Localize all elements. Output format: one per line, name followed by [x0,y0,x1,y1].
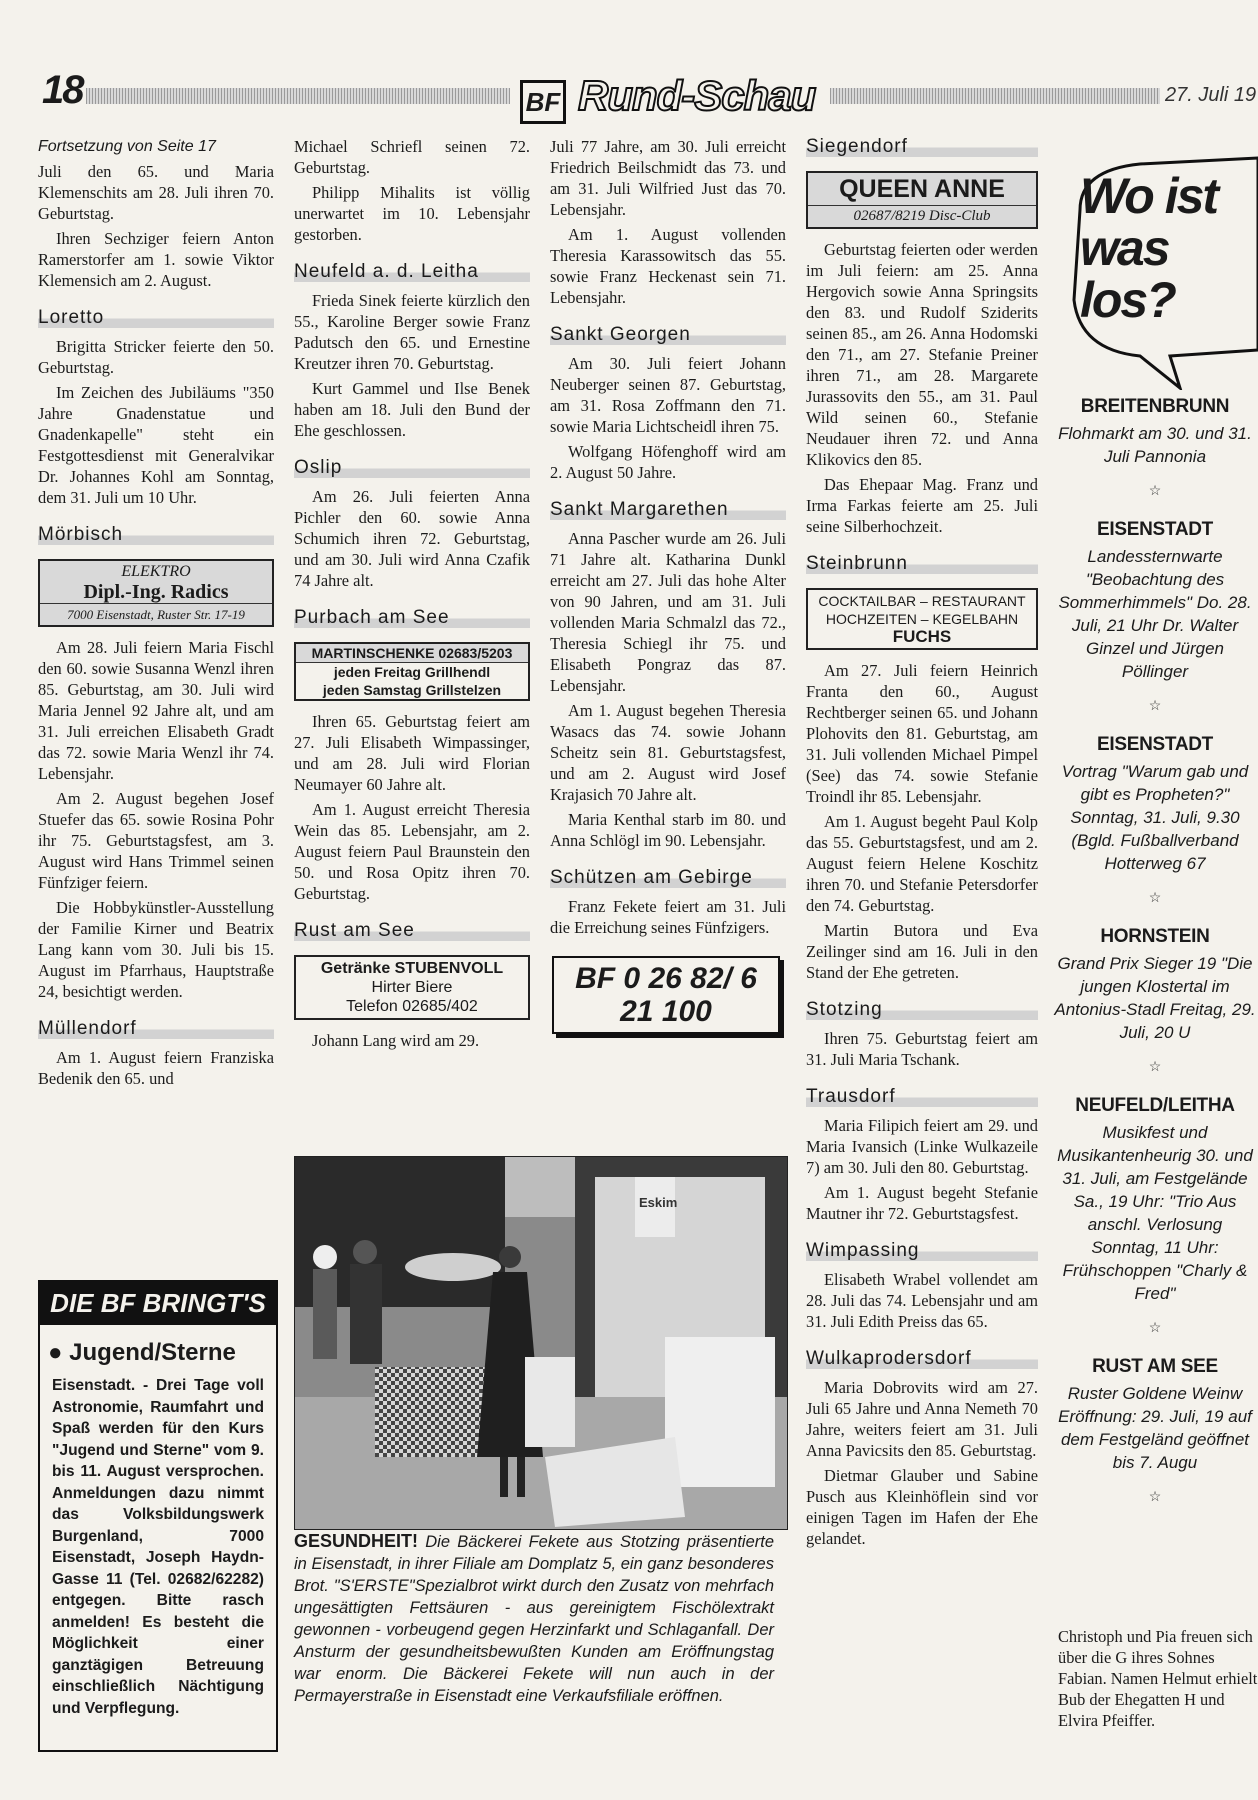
column-3 [550,136,786,1034]
ad-stubenvoll [294,955,530,1020]
ad-line: MARTINSCHENKE 02683/5203 [296,644,528,663]
bf-phone-number: BF 0 26 82/ 6 21 100 [575,962,757,1028]
events-headline: Wo ist was los? [1080,168,1218,328]
event-place: RUST AM SEE [1092,1356,1218,1377]
paragraph: Am 1. August erreicht Theresia Wein das 85. Lebensjahr, am 2. August feiern Paul Braunstein den 50. und Rosa Opitz ihren 70. Geburtstag. [294,800,530,903]
column-1 [38,136,274,1093]
star-icon: ☆ [1148,1488,1162,1504]
paragraph: Im Zeichen des Jubiläums "350 Jahre Gnadenstatue und Gnadenkapelle" steht ein Festgottesdienst mit Generalvikar Dr. Johannes Kohl am Sonntag, dem 31. Juli um 10 Uhr. [38,383,274,507]
bringts-title [40,1325,276,1371]
paragraph: Maria Kenthal starb im 80. und Anna Schlögl im 90. Lebensjahr. [550,810,786,850]
column-4 [806,136,1038,1553]
place-heading-rust: Rust am See [294,920,530,941]
event-text: Flohmarkt am 30. und 31. Juli Pannonia [1058,424,1252,466]
paragraph: Philipp Mihalits ist völlig unerwartet im 10. Lebensjahr gestorben. [294,183,530,244]
paragraph: Am 30. Juli feiert Johann Neuberger seinen 87. Geburtstag, am 31. Rosa Zoffmann den 71. sowie Maria Lichtscheidl ihren 75. [550,354,786,436]
paragraph: Am 26. Juli feierten Anna Pichler den 60. sowie Anna Schumich ihren 72. Geburtstag, und am 30. Juli wird Anna Czafik 74 Jahre alt. [294,487,530,590]
ad-fuchs [806,588,1038,650]
paragraph: Am 28. Juli feiern Maria Fischl den 60. sowie Susanna Wenzl ihren 85. Geburtstag, am 30. Juli wird Maria Jennel 92 Jahre alt, und am 31. Juli erreichen Elisabeth Gradt das 72. sowie Maria Wenzl ihr 74. Lebensjahr. [38,638,274,783]
paragraph: Das Ehepaar Mag. Franz und Irma Farkas feierte am 25. Juli seine Silberhochzeit. [806,475,1038,536]
event-item [1052,1095,1258,1305]
events-list [1052,396,1258,1525]
paragraph: Brigitta Stricker feierte den 50. Geburtstag. [38,337,274,377]
place-heading-wulkaprodersdorf: Wulkaprodersdorf [806,1348,1038,1369]
bringts-body: Eisenstadt. - Drei Tage voll Astronomie, Raumfahrt und Spaß werden für den Kurs "Jugend und Sterne" vom 9. bis 11. August versprochen. Anmeldungen dazu nimmt das Volksbildungswerk Burgenland, 7000 Eisenstadt, Joseph Haydn-Gasse 11 (Tel. 02682/62282) entgegen. Bitte rasch anmelden! Es besteht die Möglichkeit einer ganztägigen Betreuung einschließlich Nächtigung und Verpflegung. [52,1377,264,1717]
paragraph: Dietmar Glauber und Sabine Pusch aus Kleinhöflein sind vor einigen Tagen im Hafen der Ehe gelandet. [806,1466,1038,1548]
star-icon: ☆ [1148,482,1162,498]
paragraph: Am 1. August begehen Theresia Wasacs das 74. sowie Johann Scheitz sein 81. Geburtstagsfest, und am 2. August wird Josef Krajasich 70 Jahre alt. [550,701,786,804]
ad-line: HOCHZEITEN – KEGELBAHN [825,611,1019,627]
paragraph: Ihren 65. Geburtstag feiert am 27. Juli Elisabeth Wimpassinger, und am 28. Juli wird Florian Neumayer 60 Jahre alt. [294,712,530,794]
event-text: Landessternwarte "Beobachtung des Sommerhimmels" Do. 28. Juli, 21 Uhr Dr. Walter Ginzel und Jürgen Pöllinger [1058,547,1252,681]
event-item [1052,734,1258,875]
paragraph: Franz Fekete feiert am 31. Juli die Erreichung seines Fünfzigers. [550,897,786,937]
paragraph: Martin Butora und Eva Zeilinger sind am 16. Juli in den Stand der Ehe getreten. [806,921,1038,982]
event-place: BREITENBRUNN [1080,396,1230,417]
event-place: HORNSTEIN [1100,926,1210,947]
event-text: Vortrag "Warum gab und gibt es Propheten?" Sonntag, 31. Juli, 9.30 (Bgld. Fußballverband Hotterweg 67 [1061,762,1249,873]
ad-line: Getränke STUBENVOLL [320,960,504,977]
paragraph: Michael Schriefl seinen 72. Geburtstag. [294,137,530,177]
paragraph: Anna Pascher wurde am 26. Juli 71 Jahre alt. Katharina Dunkl erreicht am 27. Juli das hohe Alter von 90 Jahren, und am 31. Juli vollenden Maria Schmalzl das 72., Theresia Schiegl ihr 75. und Elisabeth Pongraz das 87. Lebensjahr. [550,529,786,695]
event-item [1052,926,1258,1044]
paragraph: Wolfgang Höfenghoff wird am 2. August 50 Jahre. [550,442,786,482]
ad-line: 7000 Eisenstadt, Ruster Str. 17-19 [40,603,272,625]
paragraph: Frieda Sinek feierte kürzlich den 55., Karoline Berger sowie Franz Padutsch den 65. und Ernestine Kreutzer ihren 70. Geburtstag. [294,291,530,373]
ad-line: Telefon 02685/402 [346,998,478,1015]
ad-line: jeden Samstag Grillstelzen [322,682,502,698]
event-text: Grand Prix Sieger 19 "Die jungen Klostertal im Antonius-Stadl Freitag, 29. Juli, 20 U [1054,954,1256,1042]
event-place: NEUFELD/LEITHA [1075,1095,1235,1116]
event-item [1052,1356,1258,1474]
ad-line: COCKTAILBAR – RESTAURANT [818,593,1026,609]
bringts-header: DIE BF BRINGT'S [40,1282,276,1325]
news-photo [294,1156,788,1530]
paragraph: Maria Filipich feiert am 29. und Maria Ivansich (Linke Wulkazeile 7) am 30. Juli den 80. Geburtstag. [806,1116,1038,1177]
paragraph: Juli 77 Jahre, am 30. Juli erreicht Friedrich Beilschmidt das 73. und am 31. Juli Wilfried Just das 70. Lebensjahr. [550,137,786,219]
place-heading-neufeld: Neufeld a. d. Leitha [294,261,530,282]
paragraph: Am 1. August vollenden Theresia Karassowitsch das 55. sowie Franz Heckenast sein 71. Lebensjahr. [550,225,786,307]
place-heading-moerbisch: Mörbisch [38,524,274,545]
place-heading-muellendorf: Müllendorf [38,1018,274,1039]
paragraph: Geburtstag feierten oder werden im Juli feiern: am 25. Anna Hergovich sowie Anna Springsits den 83. und Rudolf Sziderits seinen 85., am 26. Anna Hodomski den 71., am 27. Stefanie Preiner ihren 71., am 28. Margarete Jurassovits den 55., am 31. Paul Wild seinen 60., Stefanie Neudauer ihren 72. und Anna Klikovics den 85. [806,240,1038,469]
paragraph: Juli den 65. und Maria Klemenschits am 28. Juli ihren 70. Geburtstag. [38,162,274,223]
place-heading-purbach: Purbach am See [294,607,530,628]
shop-sign: Eskim [639,1195,678,1210]
paragraph: Kurt Gammel und Ilse Benek haben am 18. Juli den Bund der Ehe geschlossen. [294,379,530,440]
event-place: EISENSTADT [1097,519,1213,540]
paragraph: Elisabeth Wrabel vollendet am 28. Juli das 74. Lebensjahr und am 31. Juli Edith Preiss das 65. [806,1270,1038,1331]
ad-line: Hirter Biere [371,979,453,996]
ad-line: ELEKTRO [121,563,191,580]
place-heading-stotzing: Stotzing [806,999,1038,1020]
paragraph: Ihren 75. Geburtstag feiert am 31. Juli Maria Tschank. [806,1029,1038,1069]
bringts-title-text: Jugend/Sterne [69,1339,236,1366]
bf-logo: BF [520,80,566,124]
star-icon: ☆ [1148,1058,1162,1074]
caption-lead: GESUNDHEIT! [294,1531,419,1551]
ad-line: jeden Freitag Grillhendl [333,664,491,680]
ad-title: QUEEN ANNE [839,175,1005,203]
star-icon: ☆ [1148,697,1162,713]
paragraph: Am 1. August begeht Stefanie Mautner ihr 72. Geburtstagsfest. [806,1183,1038,1223]
place-heading-schuetzen: Schützen am Gebirge [550,867,786,888]
ad-subtitle: 02687/8219 Disc-Club [808,205,1036,227]
paragraph: Am 27. Juli feiern Heinrich Franta den 60., August Rechtberger seinen 65. und Johann Plohovits den 81. Geburtstag, am 31. Juli vollenden Michael Pimpel (See) das 74. sowie Stefanie Troindl ihr 85. Lebensjahr. [806,661,1038,806]
place-heading-trausdorf: Trausdorf [806,1086,1038,1107]
paragraph: Am 1. August begeht Paul Kolp das 55. Geburtstagsfest, und am 2. August feiern Helene Koschitz ihren 70. und Stefanie Petersdorfer den 74. Geburtstag. [806,812,1038,915]
bullet-icon: ● [48,1339,70,1366]
ad-line: FUCHS [892,627,952,646]
ad-martinschenke [294,642,530,701]
birth-notice: Christoph und Pia freuen sich über die G ihres Sohnes Fabian. Namen Helmut erhielt Bub der Ehegatten H und Elvira Pfeiffer. [1058,1627,1258,1730]
event-text: Ruster Goldene Weinw Eröffnung: 29. Juli, 19 auf dem Festgeländ geöffnet bis 7. Augu [1058,1384,1252,1472]
place-heading-st-margarethen: Sankt Margarethen [550,499,786,520]
issue-date: 27. Juli 19 [1165,84,1257,106]
event-item [1052,519,1258,683]
place-heading-loretto: Loretto [38,307,274,328]
paragraph: Am 2. August begehen Josef Stuefer das 65. sowie Rosina Pohr ihr 75. Geburtstagsfest, am 3. August wird Hans Trimmel seinen Fünfziger feiern. [38,789,274,892]
caption-text: Die Bäckerei Fekete aus Stotzing präsentierte in Eisenstadt, in ihrer Filiale am Domplatz 5, ein ganz besonderes Brot. "S'ERSTE"Spezialbrot wirkt durch den Zusatz von mehrfach ungesättigten Fettsäuren - aus gereinigtem Fischölextrakt gewonnen - vorbeugend gegen Herzinfarkt und Schlaganfall. Der Ansturm der gesundheitsbewußten Kunden am Eröffnungstag war enorm. Die Bäckerei Fekete will nun auch in der Permayerstraße in Eisenstadt eine Verkaufsfiliale eröffnen. [294,1533,775,1705]
bf-phone-box [552,956,780,1034]
ad-queen-anne [806,171,1038,229]
paragraph: Johann Lang wird am 29. [312,1031,480,1050]
continued-note: Fortsetzung von Seite 17 [38,138,216,155]
paragraph: Maria Dobrovits wird am 27. Juli 65 Jahre und Anna Nemeth 70 Jahre, weiters feiert am 31. Juli Anna Pavicsits den 85. Geburtstag. [806,1378,1038,1460]
header-rule-left [86,88,510,104]
star-icon: ☆ [1148,889,1162,905]
ad-elektro-radics [38,559,274,627]
header-rule-right [830,88,1160,104]
place-heading-oslip: Oslip [294,457,530,478]
paragraph: Am 1. August feiern Franziska Bedenik den 65. und [38,1048,274,1088]
place-heading-siegendorf: Siegendorf [806,136,1038,157]
masthead-title: Rund-Schau [578,72,816,119]
photo-caption [294,1530,774,1707]
event-place: EISENSTADT [1097,734,1213,755]
paragraph: Die Hobbykünstler-Ausstellung der Familie Kirner und Beatrix Lang kann vom 30. Juli bis 15. August im Pfarrhaus, Hauptstraße 24, besichtigt werden. [38,898,274,1001]
paragraph: Ihren Sechziger feiern Anton Ramerstorfer am 1. sowie Viktor Klemensich am 2. August. [38,229,274,290]
place-heading-st-georgen: Sankt Georgen [550,324,786,345]
event-text: Musikfest und Musikantenheurig 30. und 31. Juli, am Festgelände Sa., 19 Uhr: "Trio Aus anschl. Verlosung Sonntag, 11 Uhr: Frühschoppen "Charly & Fred" [1057,1123,1253,1303]
ad-line: Dipl.-Ing. Radics [83,581,229,603]
column-2 [294,136,530,1055]
bf-bringts-box [38,1280,278,1752]
bakery-photo-illustration [295,1157,787,1529]
star-icon: ☆ [1148,1319,1162,1335]
event-item [1052,396,1258,468]
page-number: 18 [42,68,83,112]
place-heading-wimpassing: Wimpassing [806,1240,1038,1261]
place-heading-steinbrunn: Steinbrunn [806,553,1038,574]
